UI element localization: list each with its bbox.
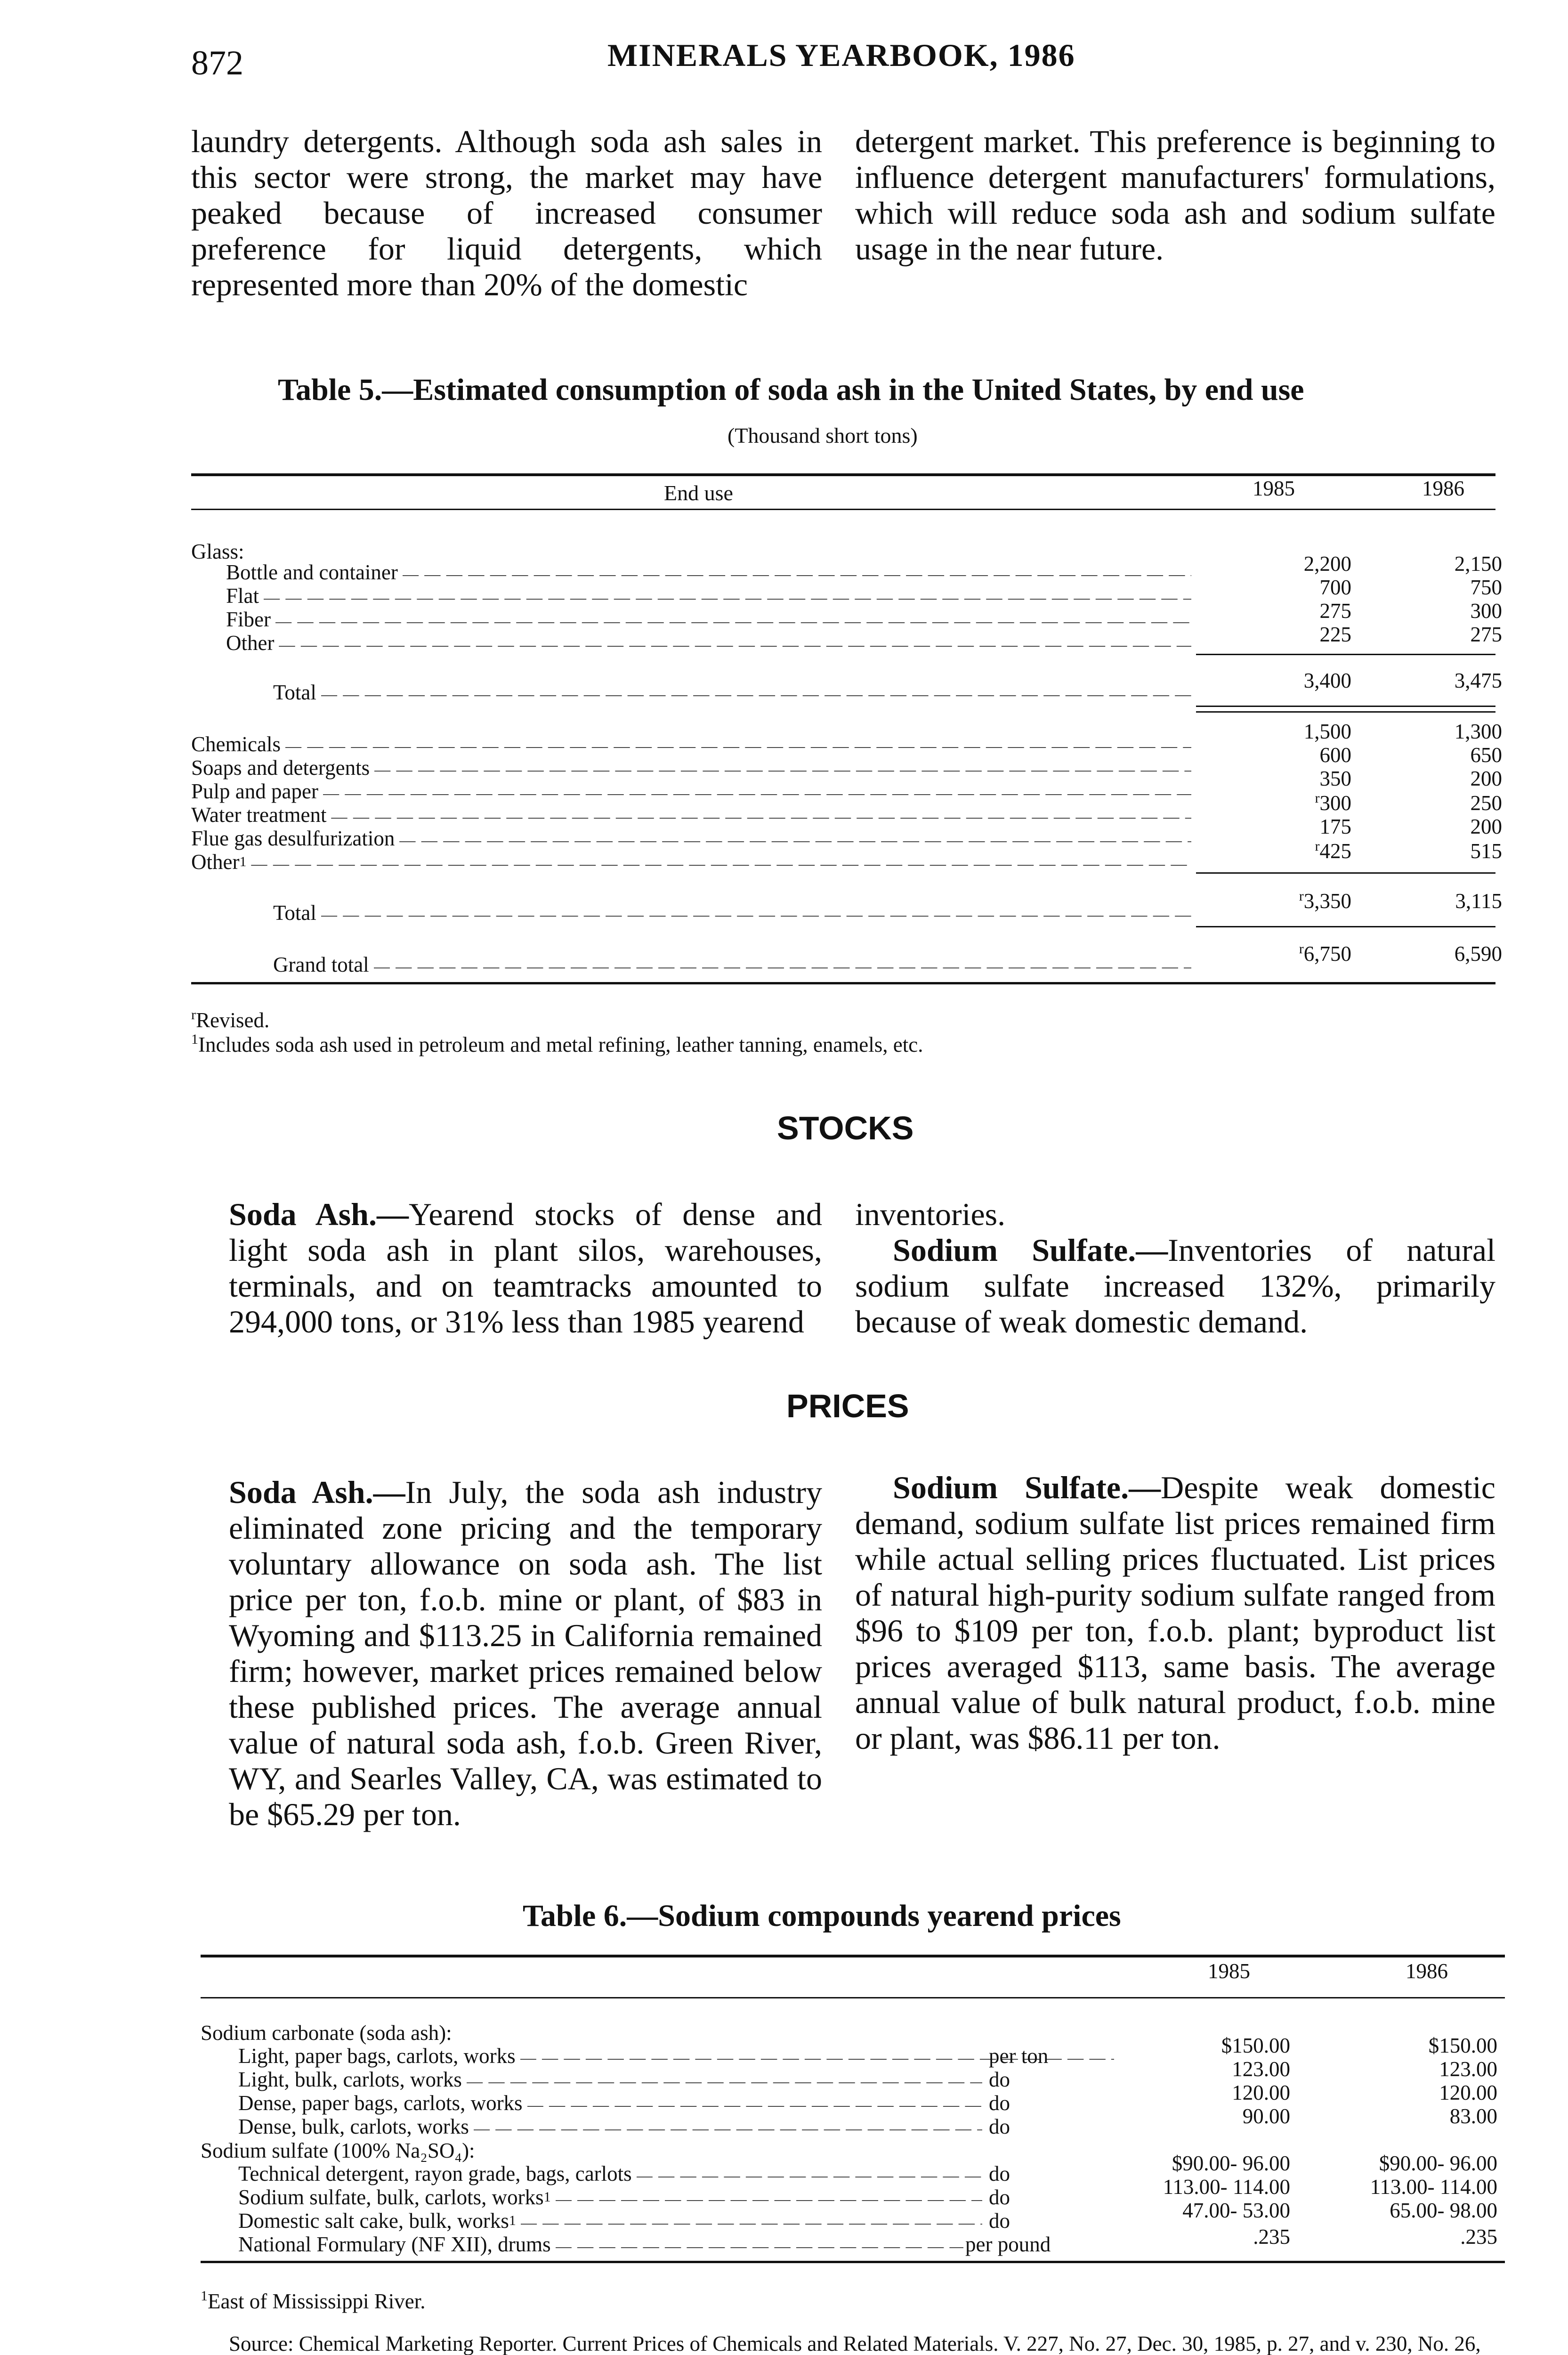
table5-title: Table 5.—Estimated consumption of soda ash in the United States, by end use [278, 373, 1304, 407]
cell-1986: 300 [1470, 599, 1502, 623]
footnote-text: Revised. [196, 1008, 270, 1032]
stocks-heading: STOCKS [777, 1110, 914, 1146]
row-label: Grand total [273, 953, 369, 976]
table6-header-rule [201, 1997, 1505, 1998]
table6-title: Table 6.—Sodium compounds yearend prices [523, 1899, 1121, 1933]
cell-1985: 113.00- 114.00 [1163, 2175, 1290, 2199]
table-row [226, 560, 1191, 586]
footnote-mark: r [191, 1007, 196, 1023]
cell-1985: 120.00 [1232, 2081, 1290, 2104]
footnote-mark: 1 [191, 1031, 198, 1047]
running-title: MINERALS YEARBOOK, 1986 [607, 37, 1075, 73]
paragraph-lead: Sodium Sulfate.— [893, 1470, 1161, 1505]
cell-unit: do [989, 2162, 1010, 2185]
row-label [191, 850, 246, 876]
row-label: Flue gas desulfurization [191, 827, 395, 850]
prices-heading: PRICES [786, 1388, 909, 1424]
cell-1985: $90.00- 96.00 [1172, 2152, 1290, 2175]
row-label: Bottle and container [226, 560, 398, 584]
cell-1986: 123.00 [1439, 2057, 1497, 2081]
paragraph-lead: Sodium Sulfate.— [893, 1232, 1168, 1268]
row-label-text: Other [191, 850, 240, 874]
table-row [238, 2091, 982, 2117]
cell-1986: 200 [1470, 815, 1502, 838]
cell-1986: $90.00- 96.00 [1379, 2152, 1497, 2175]
prices-soda-ash-paragraph [229, 1474, 822, 1832]
cell-1985: 275 [1319, 599, 1351, 623]
cell-1985: .235 [1253, 2225, 1290, 2249]
row-label: Total [273, 901, 316, 925]
cell-value: 300 [1319, 791, 1351, 815]
row-label: Technical detergent, rayon grade, bags, carlots [238, 2162, 632, 2185]
table-row [226, 584, 1191, 610]
cell-1985: 123.00 [1232, 2057, 1290, 2081]
row-label: Light, bulk, carlots, works [238, 2068, 462, 2091]
intro-right-text: detergent market. This preference is beginning to influence detergent manufacturers' formulations, which will reduce soda ash and sodium sulfate usage in the near future. [855, 123, 1495, 267]
footnote-text: East of Mississippi River. [208, 2290, 426, 2313]
page-number: 872 [191, 44, 243, 82]
table6-bottom-rule [201, 2261, 1505, 2263]
cell-1985 [1243, 942, 1351, 966]
cell-1985: 90.00 [1242, 2104, 1290, 2128]
cell-1985: 700 [1319, 576, 1351, 599]
table5-subtotal-rule [1196, 654, 1495, 655]
cell-1985 [1243, 839, 1351, 863]
row-label: Total [273, 681, 316, 704]
cell-1985: $150.00 [1221, 2034, 1290, 2057]
cell-1985: 600 [1319, 743, 1351, 767]
intro-right-paragraph [855, 123, 1495, 267]
footnote-mark: 1 [543, 2189, 551, 2205]
footnote-text: Includes soda ash used in petroleum and metal refining, leather tanning, enamels, etc. [198, 1033, 923, 1056]
table5-bottom-rule [191, 982, 1495, 984]
table-row [191, 732, 1191, 758]
cell-1985: 47.00- 53.00 [1182, 2199, 1290, 2222]
table-row [238, 2233, 963, 2258]
row-label: Flat [226, 584, 259, 608]
cell-1985: 350 [1319, 767, 1351, 790]
row-label-text: Sodium sulfate, bulk, carlots, works [238, 2185, 544, 2209]
stocks-soda-ash-paragraph [229, 1196, 822, 1340]
stocks-right-paragraph [855, 1196, 1495, 1340]
cell-1986: 250 [1470, 791, 1502, 815]
table-row [273, 953, 1191, 979]
cell-value: 425 [1319, 839, 1351, 863]
row-label: Pulp and paper [191, 780, 318, 803]
table-row [191, 780, 1191, 805]
table5-total-rule-a [1196, 706, 1495, 707]
table5-subtotal-rule-2 [1196, 872, 1495, 874]
row-label: National Formulary (NF XII), drums [238, 2233, 551, 2256]
table6-col-1985: 1985 [1208, 1959, 1250, 1983]
table5-footnote-revised [191, 1008, 269, 1032]
cell-1985 [1243, 791, 1351, 815]
cell-unit: do [989, 2115, 1010, 2138]
table5-subtitle: (Thousand short tons) [727, 423, 918, 447]
cell-1985: 1,500 [1303, 720, 1351, 743]
cell-value: 3,350 [1303, 889, 1351, 913]
table6-group2-heading: Sodium sulfate (100% Na₂SO₄): [201, 2139, 475, 2162]
footnote-mark: 1 [239, 854, 247, 869]
cell-unit: per ton [989, 2044, 1049, 2068]
row-label: Other [226, 631, 275, 655]
revised-mark: r [1299, 941, 1304, 957]
cell-1986: 83.00 [1449, 2104, 1497, 2128]
paragraph-text: Despite weak domestic demand, sodium sulfate list prices remained firm while actual selling prices fluctuated. List prices of natural high-purity sodium sulfate ranged from $96 to $109 per ton, f.o.b. plant; byproduct list prices averaged $113, same basis. The average annual value of bulk natural product, f.o.b. mine or plant, was $86.11 per ton. [855, 1470, 1495, 1756]
row-label: Dense, bulk, carlots, works [238, 2115, 469, 2138]
paragraph-text: Yearend stocks of dense and light soda ash in plant silos, warehouses, terminals, and on teamtracks amounted to 294,000 tons, or 31% less than 1985 yearend [229, 1196, 822, 1340]
table5-total-rule-b [1196, 711, 1495, 713]
row-label [238, 2209, 516, 2235]
table6-source: Source: Chemical Marketing Reporter. Current Prices of Chemicals and Related Materials. V. 227, No. 27, Dec. 30, 1985, p. 27, and v. 230, No. 26, [229, 2332, 1481, 2355]
cell-unit: do [989, 2209, 1010, 2233]
table6-group1-heading: Sodium carbonate (soda ash): [201, 2021, 452, 2045]
cell-unit: do [989, 2185, 1010, 2209]
table5-footnote-1 [191, 1032, 923, 1057]
footnote-mark: 1 [201, 2288, 208, 2304]
cell-unit: do [989, 2068, 1010, 2091]
row-label: Soaps and detergents [191, 756, 370, 780]
paragraph-text: In July, the soda ash industry eliminated zone pricing and the temporary voluntary allowance on soda ash. The list price per ton, f.o.b. mine or plant, of $83 in Wyoming and $113.25 in California remained firm; however, market prices remained below these published prices. The average annual value of natural soda ash, f.o.b. Green River, WY, and Searles Valley, CA, was estimated to be $65.29 per ton. [229, 1474, 822, 1832]
row-label: Fiber [226, 608, 271, 631]
table6-footnote-1 [201, 2289, 426, 2314]
cell-1986: 3,115 [1455, 889, 1502, 913]
cell-1985 [1243, 889, 1351, 913]
row-label: Water treatment [191, 803, 327, 827]
intro-left-text: laundry detergents. Although soda ash sales in this sector were strong, the market may have peaked because of increased consumer preference for liquid detergents, which represented more than 20% of the domestic [191, 123, 822, 302]
row-label: Dense, paper bags, carlots, works [238, 2091, 523, 2115]
row-label [238, 2185, 551, 2211]
table6-top-rule [201, 1955, 1505, 1957]
revised-mark: r [1315, 790, 1320, 806]
cell-1986: $150.00 [1428, 2034, 1497, 2057]
cell-unit: per pound [965, 2233, 1051, 2256]
paragraph-lead: Soda Ash.— [229, 1196, 409, 1232]
cell-unit: do [989, 2091, 1010, 2115]
table-row [273, 681, 1191, 706]
table-row [238, 2162, 982, 2188]
revised-mark: r [1299, 888, 1304, 904]
table-row [238, 2209, 982, 2235]
paragraph-lead: Soda Ash.— [229, 1474, 405, 1510]
footnote-mark: 1 [509, 2213, 516, 2228]
table-row [226, 631, 1191, 657]
table5-grand-rule [1196, 926, 1495, 927]
cell-1986: 113.00- 114.00 [1370, 2175, 1497, 2199]
table-row [226, 608, 1191, 633]
cell-value: 6,750 [1303, 942, 1351, 966]
table-row [191, 850, 1191, 876]
table-row [238, 2185, 982, 2211]
cell-1985: 2,200 [1303, 552, 1351, 576]
cell-1985: 175 [1319, 815, 1351, 838]
prices-sodium-sulfate-paragraph [855, 1470, 1495, 1756]
row-label: Light, paper bags, carlots, works [238, 2044, 516, 2068]
table-row [238, 2044, 1114, 2070]
table6-col-1986: 1986 [1406, 1959, 1448, 1983]
cell-1986: 1,300 [1454, 720, 1502, 743]
table5-col-end-use: End use [664, 481, 733, 505]
cell-1986: 6,590 [1454, 942, 1502, 966]
table-row [191, 827, 1191, 853]
table5-col-1986: 1986 [1422, 477, 1464, 500]
cell-1985: 225 [1319, 623, 1351, 646]
table5-top-rule [191, 473, 1495, 476]
table-row [273, 901, 1191, 927]
table-row [238, 2068, 982, 2094]
cell-1986: 2,150 [1454, 552, 1502, 576]
cell-1986: 515 [1470, 839, 1502, 863]
cell-1986: 120.00 [1439, 2081, 1497, 2104]
table-row [191, 803, 1191, 829]
cell-1986: 650 [1470, 743, 1502, 767]
cell-1985: 3,400 [1303, 669, 1351, 692]
row-label: Chemicals [191, 732, 281, 756]
cell-1986: 65.00- 98.00 [1390, 2199, 1497, 2222]
table5-col-1985: 1985 [1253, 477, 1295, 500]
paragraph-text: Inventories of natural sodium sulfate increased 132%, primarily because of weak domestic demand. [855, 1232, 1495, 1340]
cell-1986: .235 [1460, 2225, 1497, 2249]
row-label-text: Domestic salt cake, bulk, works [238, 2209, 509, 2233]
table-row [238, 2115, 982, 2141]
paragraph-text: inventories. [855, 1196, 1006, 1232]
table-row [191, 756, 1191, 782]
revised-mark: r [1315, 838, 1320, 854]
intro-left-paragraph [191, 123, 822, 302]
cell-1986: 275 [1470, 623, 1502, 646]
cell-1986: 3,475 [1454, 669, 1502, 692]
table5-glass-heading: Glass: [191, 540, 244, 563]
cell-1986: 200 [1470, 767, 1502, 790]
table5-header-rule [191, 509, 1495, 510]
cell-1986: 750 [1470, 576, 1502, 599]
